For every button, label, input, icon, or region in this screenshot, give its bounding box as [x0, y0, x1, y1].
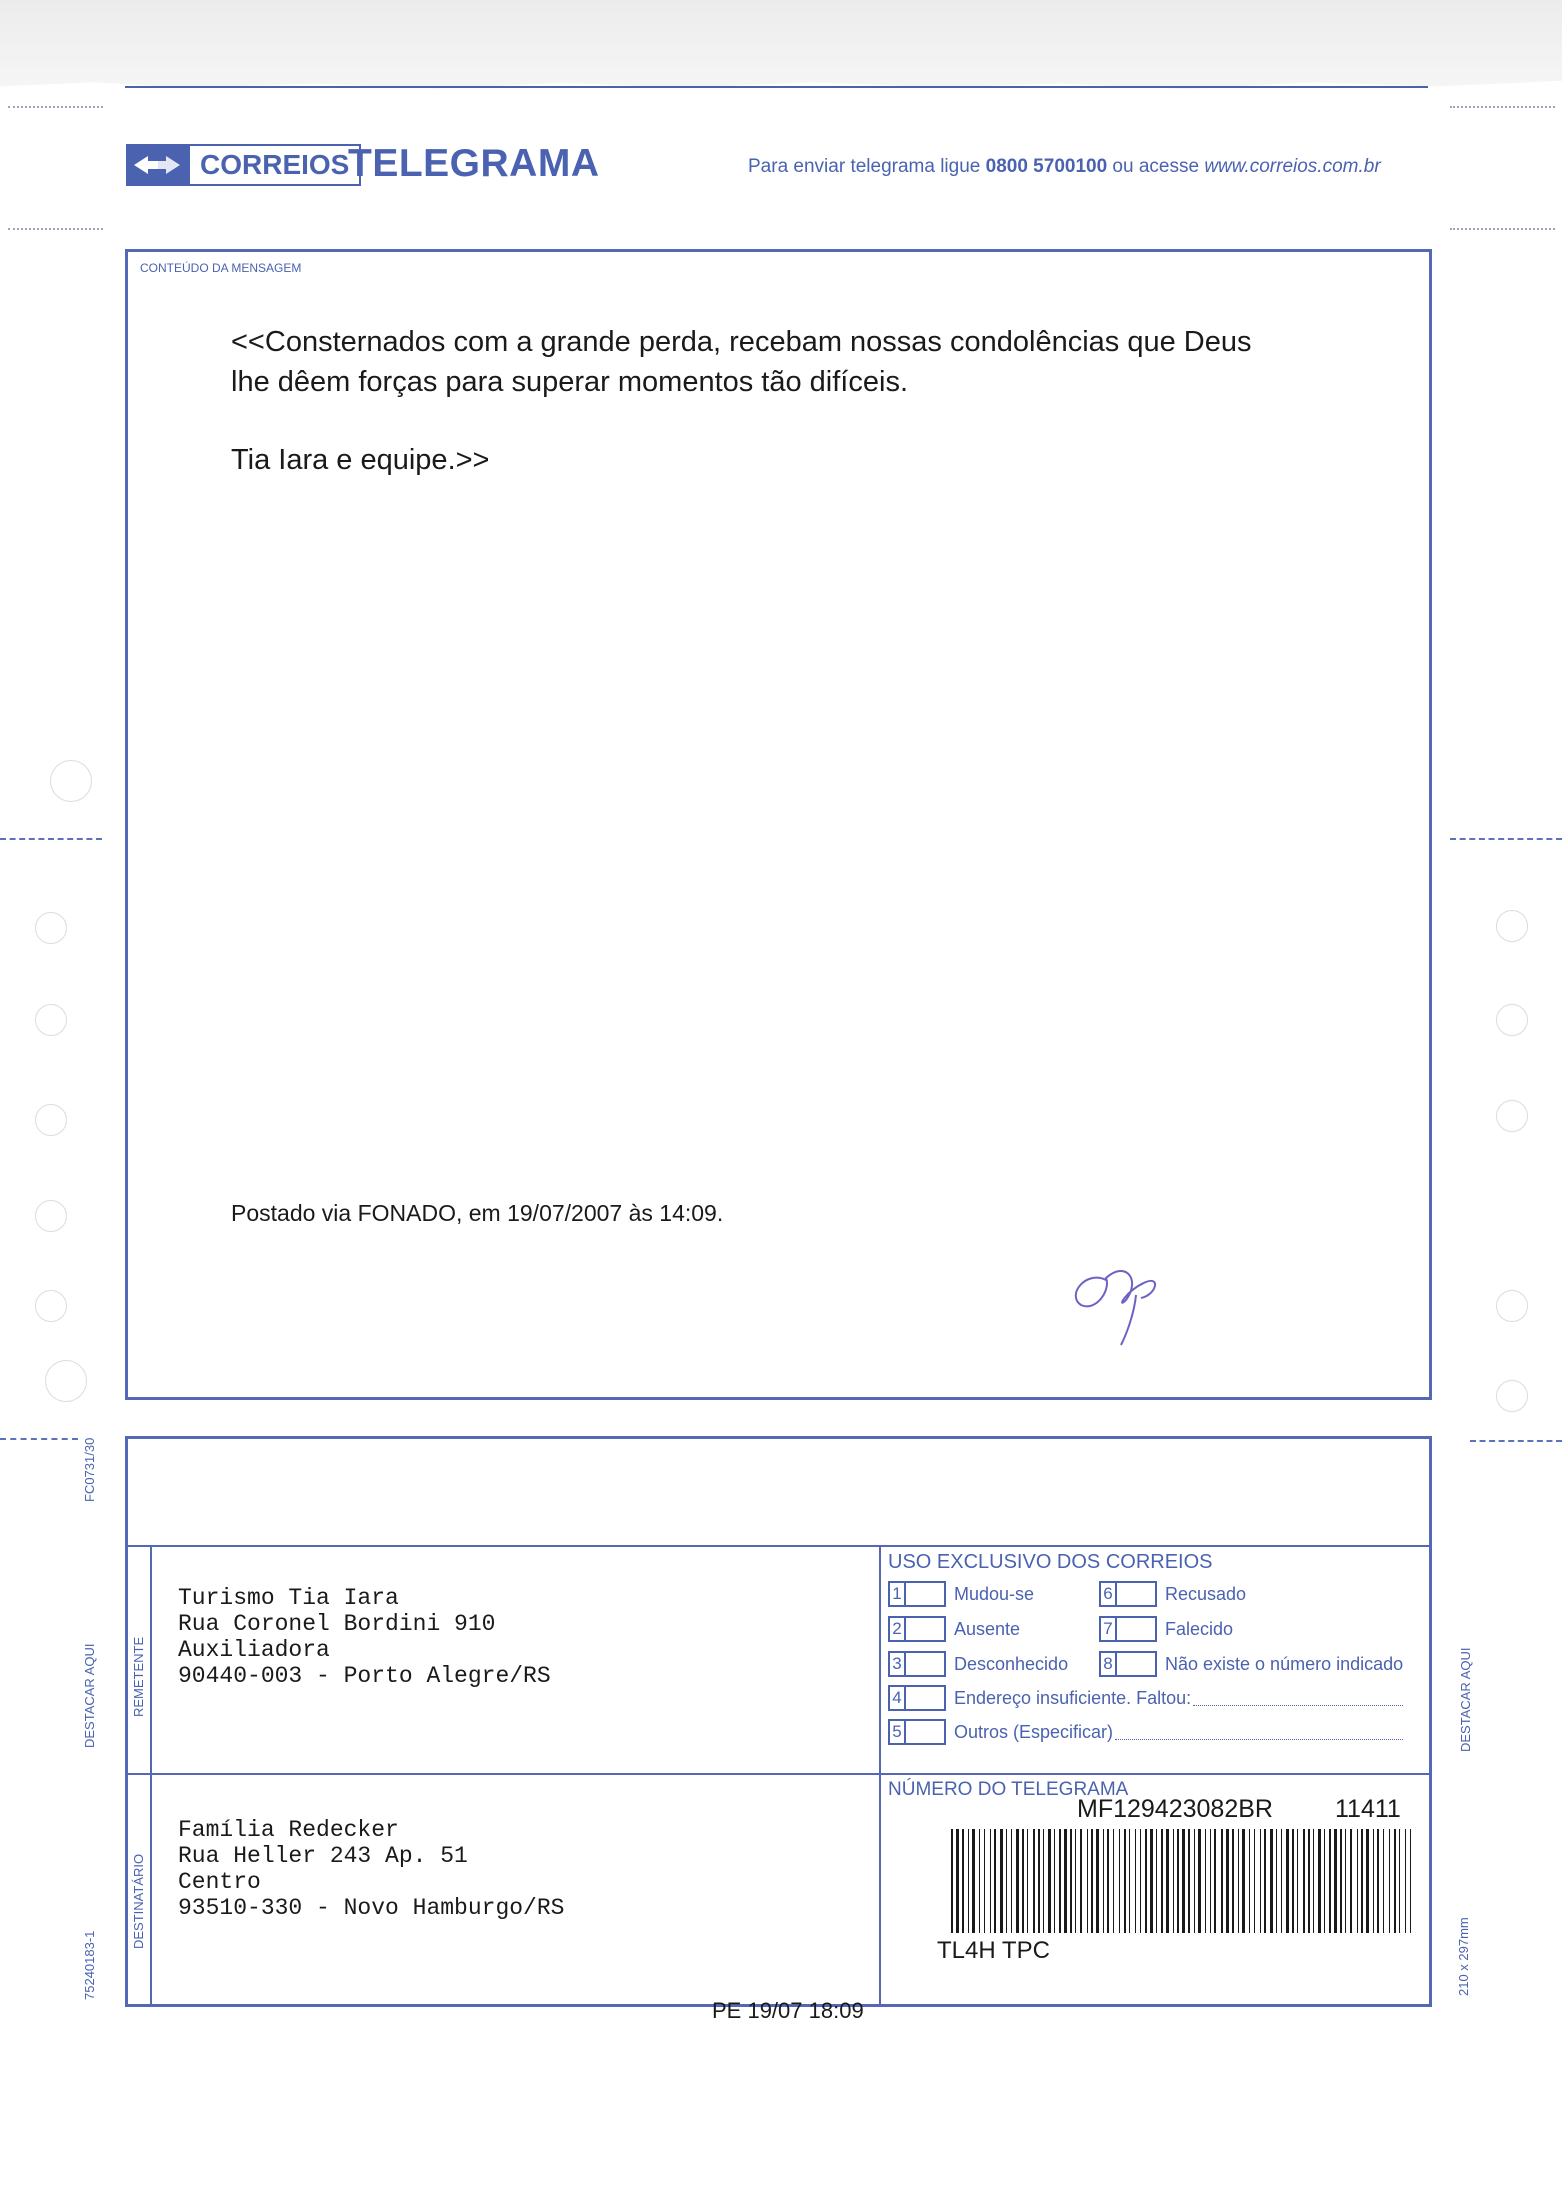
correios-wordmark: CORREIOS — [188, 144, 361, 186]
barcode-bar — [1303, 1829, 1305, 1933]
barcode-bar — [1011, 1829, 1012, 1933]
barcode-bar — [951, 1829, 953, 1933]
barcode-bar — [1166, 1829, 1169, 1933]
left-perforation-top — [8, 106, 103, 108]
punch-hole — [1496, 1100, 1528, 1132]
left-serial-code: 75240183-1 — [82, 1930, 97, 2000]
punch-hole — [35, 912, 67, 944]
option-label: Mudou-se — [954, 1583, 1035, 1604]
barcode-bar — [1281, 1829, 1282, 1933]
option-deceased[interactable] — [1099, 1616, 1233, 1642]
barcode-bar — [956, 1829, 959, 1933]
sender-address — [178, 1585, 551, 1689]
info-middle: ou acesse — [1107, 156, 1205, 177]
barcode-bar — [1264, 1829, 1266, 1933]
torn-edge — [0, 78, 1562, 92]
barcode-bar — [1194, 1829, 1195, 1933]
barcode-bar — [1214, 1829, 1216, 1933]
checkbox[interactable] — [906, 1685, 946, 1711]
form-blank-area — [128, 1439, 1429, 1547]
checkbox[interactable] — [1117, 1651, 1157, 1677]
barcode-bar — [1410, 1829, 1411, 1933]
barcode-bar — [1308, 1829, 1310, 1933]
option-unknown[interactable] — [888, 1651, 1068, 1677]
barcode-bar — [972, 1829, 975, 1933]
checkbox[interactable] — [1117, 1616, 1157, 1642]
option-label: Endereço insuficiente. Faltou: — [954, 1687, 1192, 1708]
barcode-bar — [1394, 1829, 1396, 1933]
barcode-bar — [1156, 1829, 1157, 1933]
posted-info: Postado via FONADO, em 19/07/2007 às 14:09. — [231, 1200, 724, 1226]
barcode-bar — [1383, 1829, 1384, 1933]
barcode-bar — [1389, 1829, 1390, 1933]
punch-hole — [35, 1004, 67, 1036]
right-perforation-mid — [1450, 228, 1555, 230]
sender-line: Rua Coronel Bordini 910 — [178, 1611, 496, 1637]
barcode-bar — [1232, 1829, 1234, 1933]
option-label: Desconhecido — [954, 1653, 1069, 1674]
barcode-bar — [1054, 1829, 1055, 1933]
option-number: 1 — [888, 1581, 906, 1607]
correios-logo — [126, 144, 361, 186]
checkbox[interactable] — [1117, 1581, 1157, 1607]
right-perforation-top — [1450, 106, 1555, 108]
left-tear-line-1 — [0, 838, 102, 840]
barcode-bar — [968, 1829, 969, 1933]
barcode-bar — [1373, 1829, 1374, 1933]
recipient-address — [178, 1817, 564, 1921]
option-others[interactable] — [888, 1719, 1403, 1745]
message-body — [231, 322, 1381, 518]
barcode-bar — [1188, 1829, 1190, 1933]
barcode-bar — [1070, 1829, 1072, 1933]
option-number: 4 — [888, 1685, 906, 1711]
barcode-bar — [1080, 1829, 1082, 1933]
barcode-bar — [1399, 1829, 1400, 1933]
postal-use-title: USO EXCLUSIVO DOS CORREIOS — [888, 1551, 1213, 1573]
telegram-number: MF129423082BR — [1077, 1795, 1273, 1823]
barcode-bar — [962, 1829, 964, 1933]
option-refused[interactable] — [1099, 1581, 1246, 1607]
barcode-bar — [1366, 1829, 1369, 1933]
tl-code: TL4H TPC — [937, 1937, 1050, 1964]
barcode-bar — [1113, 1829, 1114, 1933]
barcode-bar — [1027, 1829, 1028, 1933]
barcode-bar — [1016, 1829, 1019, 1933]
right-tear-line-2 — [1470, 1440, 1562, 1442]
left-perforation-mid — [8, 228, 103, 230]
option-label: Ausente — [954, 1618, 1021, 1639]
barcode-bar — [1249, 1829, 1250, 1933]
barcode-bar — [1238, 1829, 1239, 1933]
sender-line: 90440-003 - Porto Alegre/RS — [178, 1663, 551, 1689]
punch-hole — [1496, 1380, 1528, 1412]
left-tear-line-2 — [0, 1438, 78, 1440]
punch-hole — [50, 760, 92, 802]
option-label: Recusado — [1165, 1583, 1247, 1604]
info-phone: 0800 5700100 — [985, 156, 1108, 177]
fill-in-line — [1115, 1725, 1403, 1740]
barcode-bar — [1350, 1829, 1352, 1933]
recipient-line: Família Redecker — [178, 1817, 399, 1843]
sender-line: Turismo Tia Iara — [178, 1585, 399, 1611]
correios-arrows-icon — [126, 144, 188, 186]
barcode-bar — [1292, 1829, 1294, 1933]
option-number: 8 — [1099, 1651, 1117, 1677]
barcode-bar — [1377, 1829, 1379, 1933]
punch-hole — [45, 1360, 87, 1402]
barcode-bar — [1043, 1829, 1044, 1933]
barcode-bar — [1205, 1829, 1206, 1933]
barcode-bar — [1135, 1829, 1136, 1933]
info-site: www.correios.com.br — [1204, 156, 1381, 177]
message-line: <<Consternados com a grande perda, recebam nossas condolências que Deus — [231, 326, 1252, 358]
punch-hole — [1496, 910, 1528, 942]
barcode-bar — [1033, 1829, 1035, 1933]
message-box — [125, 249, 1432, 1400]
barcode-bar — [994, 1829, 996, 1933]
message-signoff: Tia Iara e equipe.>> — [231, 444, 490, 476]
punch-hole — [1496, 1004, 1528, 1036]
barcode-bar — [1161, 1829, 1163, 1933]
barcode-bar — [1064, 1829, 1067, 1933]
barcode-image — [951, 1829, 1413, 1933]
barcode-bar — [1198, 1829, 1201, 1933]
option-insufficient-address[interactable] — [888, 1685, 1403, 1711]
barcode-bar — [1260, 1829, 1261, 1933]
option-number: 6 — [1099, 1581, 1117, 1607]
barcode-bar — [1226, 1829, 1229, 1933]
option-moved[interactable] — [888, 1581, 1034, 1607]
telegram-code: 11411 — [1335, 1795, 1401, 1823]
barcode-bar — [979, 1829, 980, 1933]
barcode-bar — [1038, 1829, 1040, 1933]
barcode-bar — [1087, 1829, 1088, 1933]
barcode-bar — [1324, 1829, 1325, 1933]
barcode-bar — [1340, 1829, 1342, 1933]
barcode-bar — [1361, 1829, 1363, 1933]
barcode-bar — [1091, 1829, 1093, 1933]
paper-size-label: 210 x 297mm — [1456, 1917, 1471, 1996]
handwritten-signature — [1066, 1250, 1206, 1355]
header-contact-info — [748, 156, 1381, 178]
postal-use-panel — [881, 1547, 1429, 1773]
left-form-code: FC0731/30 — [82, 1437, 97, 1502]
recipient-line: 93510-330 - Novo Hamburgo/RS — [178, 1895, 565, 1921]
recipient-line: Rua Heller 243 Ap. 51 — [178, 1843, 468, 1869]
barcode-bar — [1276, 1829, 1277, 1933]
barcode-bar — [1022, 1829, 1024, 1933]
punch-hole — [35, 1290, 67, 1322]
right-tear-line-1 — [1450, 838, 1562, 840]
punch-hole — [35, 1200, 67, 1232]
sender-line: Auxiliadora — [178, 1637, 330, 1663]
barcode-bar — [1006, 1829, 1007, 1933]
barcode-bar — [1405, 1829, 1406, 1933]
barcode-bar — [1318, 1829, 1321, 1933]
top-form-line — [125, 86, 1428, 88]
option-label: Falecido — [1165, 1618, 1234, 1639]
detach-here-left: DESTACAR AQUI — [82, 1643, 97, 1748]
barcode-bar — [1075, 1829, 1076, 1933]
detach-here-right: DESTACAR AQUI — [1458, 1647, 1473, 1752]
telegram-number-title: NÚMERO DO TELEGRAMA — [888, 1779, 1129, 1800]
checkbox[interactable] — [906, 1581, 946, 1607]
barcode-bar — [1182, 1829, 1185, 1933]
option-absent[interactable] — [888, 1616, 1020, 1642]
barcode-bar — [1150, 1829, 1153, 1933]
barcode-bar — [1210, 1829, 1211, 1933]
recipient-line: Centro — [178, 1869, 261, 1895]
option-label: Outros (Especificar) — [954, 1721, 1114, 1742]
barcode-bar — [1145, 1829, 1147, 1933]
barcode-bar — [1119, 1829, 1120, 1933]
barcode-bar — [1096, 1829, 1099, 1933]
sender-section-label: REMETENTE — [131, 1636, 146, 1717]
barcode-bar — [1313, 1829, 1314, 1933]
barcode-bar — [1000, 1829, 1003, 1933]
barcode-bar — [1254, 1829, 1255, 1933]
barcode-bar — [1242, 1829, 1245, 1933]
barcode-bar — [1345, 1829, 1346, 1933]
barcode-bar — [1107, 1829, 1109, 1933]
barcode-bar — [1059, 1829, 1061, 1933]
option-number-not-exist[interactable] — [1099, 1651, 1403, 1677]
option-label: Não existe o número indicado — [1165, 1653, 1404, 1674]
option-number: 3 — [888, 1651, 906, 1677]
punch-hole — [1496, 1290, 1528, 1322]
option-number: 2 — [888, 1616, 906, 1642]
barcode-bar — [1221, 1829, 1223, 1933]
document-title: TELEGRAMA — [348, 142, 600, 185]
barcode-bar — [1334, 1829, 1337, 1933]
barcode-bar — [1124, 1829, 1126, 1933]
barcode-bar — [1129, 1829, 1130, 1933]
message-line: lhe dêem forças para superar momentos tão difíceis. — [231, 366, 908, 398]
punch-hole — [35, 1104, 67, 1136]
barcode-bar — [1297, 1829, 1298, 1933]
recipient-section-label: DESTINATÁRIO — [131, 1853, 146, 1949]
post-stamp: PE 19/07 18:09 — [712, 1998, 864, 2023]
barcode-bar — [1177, 1829, 1179, 1933]
fill-in-line — [1193, 1691, 1403, 1706]
barcode-bar — [984, 1829, 985, 1933]
option-number: 5 — [888, 1719, 906, 1745]
message-paragraph — [231, 322, 1381, 402]
barcode-bar — [1270, 1829, 1273, 1933]
barcode-bar — [1173, 1829, 1174, 1933]
option-number: 7 — [1099, 1616, 1117, 1642]
message-label: CONTEÚDO DA MENSAGEM — [140, 261, 302, 275]
barcode-bar — [1286, 1829, 1289, 1933]
torn-top-strip — [0, 0, 1562, 92]
checkbox[interactable] — [906, 1719, 946, 1745]
barcode-bar — [1103, 1829, 1104, 1933]
barcode-bar — [1140, 1829, 1141, 1933]
barcode-bar — [1329, 1829, 1331, 1933]
address-form — [125, 1436, 1432, 2007]
barcode-bar — [990, 1829, 991, 1933]
checkbox[interactable] — [906, 1651, 946, 1677]
barcode-bar — [1357, 1829, 1358, 1933]
telegram-number-panel — [881, 1775, 1429, 2004]
checkbox[interactable] — [906, 1616, 946, 1642]
info-prefix: Para enviar telegrama ligue — [748, 156, 986, 177]
barcode-bar — [1048, 1829, 1051, 1933]
